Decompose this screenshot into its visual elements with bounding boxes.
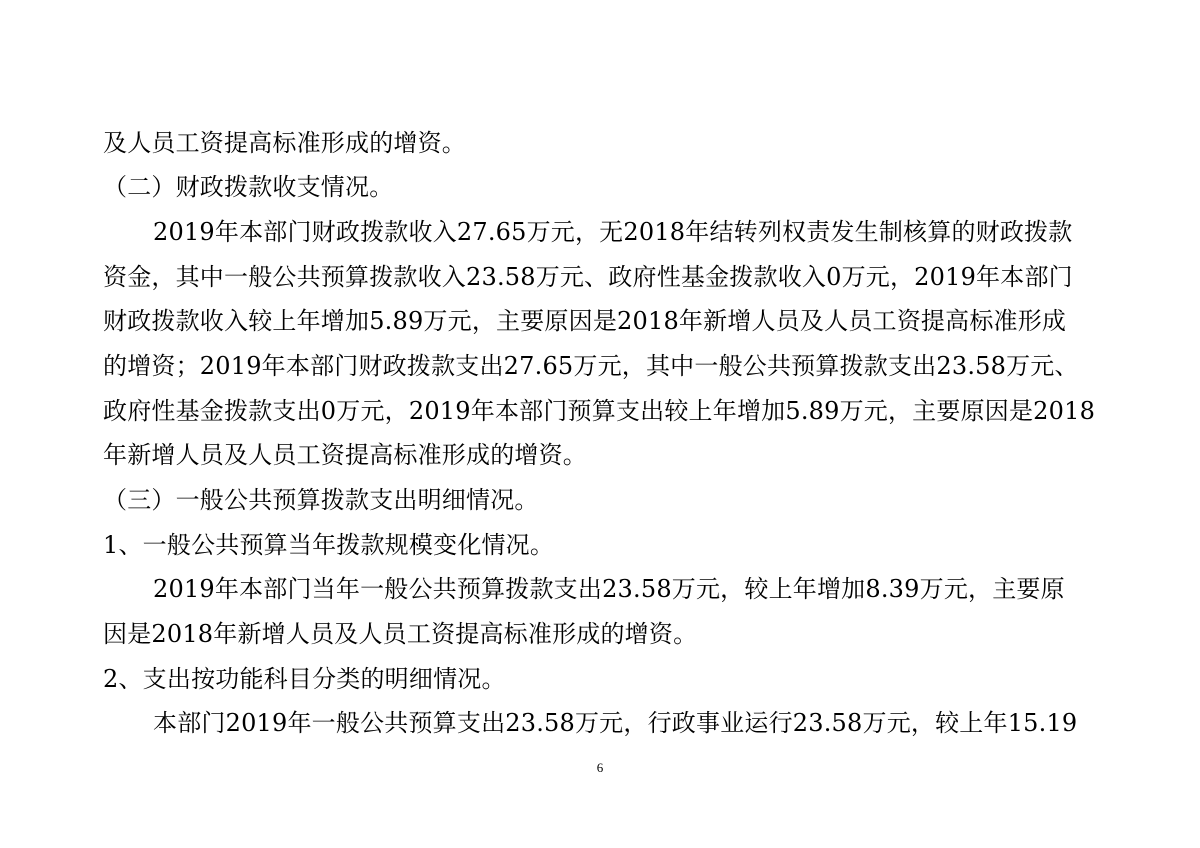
text-line: 资金，其中一般公共预算拨款收入23.58万元、政府性基金拨款收入0万元，2019年本部门 <box>103 263 1073 291</box>
text-line: 因是2018年新增人员及人员工资提高标准形成的增资。 <box>103 620 698 648</box>
text-line: 财政拨款收入较上年增加5.89万元，主要原因是2018年新增人员及人员工资提高标准形成 <box>103 307 1067 335</box>
text-line: 政府性基金拨款支出0万元，2019年本部门预算支出较上年增加5.89万元，主要原因是2018 <box>103 397 1096 425</box>
text-line: 2019年本部门财政拨款收入27.65万元，无2018年结转列权责发生制核算的财政拨款 <box>153 218 1073 246</box>
page-number: 6 <box>596 760 604 775</box>
subsection-heading: 2、支出按功能科目分类的明细情况。 <box>103 665 506 693</box>
text-line: 本部门2019年一般公共预算支出23.58万元，行政事业运行23.58万元，较上年15.19 <box>153 709 1078 737</box>
text-line: 年新增人员及人员工资提高标准形成的增资。 <box>103 441 587 469</box>
subsection-heading: 1、一般公共预算当年拨款规模变化情况。 <box>103 531 555 559</box>
text-line: 及人员工资提高标准形成的增资。 <box>103 129 466 157</box>
section-heading: （三）一般公共预算拨款支出明细情况。 <box>103 486 539 514</box>
text-line: 2019年本部门当年一般公共预算拨款支出23.58万元，较上年增加8.39万元，主要原 <box>153 575 1065 603</box>
section-heading: （二）财政拨款收支情况。 <box>103 173 394 201</box>
text-line: 的增资；2019年本部门财政拨款支出27.65万元，其中一般公共预算拨款支出23.58万元、 <box>103 352 1079 380</box>
